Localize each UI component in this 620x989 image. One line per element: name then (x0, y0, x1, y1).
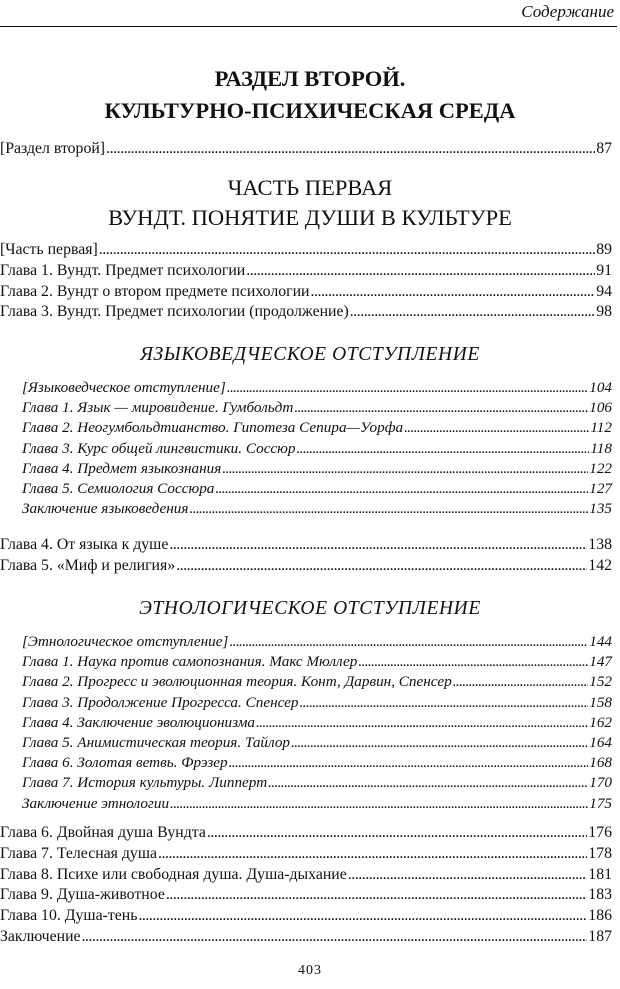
section-title-line1: РАЗДЕЛ ВТОРОЙ. (214, 66, 406, 91)
toc-entry-page: 183 (588, 886, 612, 904)
toc-entry-title: Глава 2. Прогресс и эволюционная теория. Конт, Дарвин, Спенсер (22, 673, 452, 691)
part-title-line1: ЧАСТЬ ПЕРВАЯ (227, 175, 393, 200)
toc-entry (22, 672, 612, 692)
dot-leader (453, 672, 589, 692)
toc-entry (0, 906, 612, 927)
toc-entry-page: 186 (588, 907, 612, 925)
toc-entry (0, 927, 612, 948)
dot-leader (296, 439, 589, 459)
toc-entry (0, 844, 612, 865)
toc-entry-title: Глава 9. Душа-животное (0, 886, 165, 904)
toc-entry (22, 652, 612, 672)
toc-entry-title: Глава 3. Продолжение Прогресса. Спенсер (22, 693, 299, 711)
dot-leader (166, 885, 587, 906)
toc-entry (0, 556, 612, 577)
dot-leader (176, 556, 587, 577)
toc-entry (0, 823, 612, 844)
toc-entry-title: Глава 5. «Миф и религия» (0, 556, 176, 574)
toc-entry (0, 535, 612, 556)
dot-leader (82, 927, 588, 948)
toc-entry-page: 144 (589, 633, 612, 650)
toc-entry-title: Глава 1. Наука против самопознания. Макс Мюллер (22, 653, 358, 671)
toc-entry (22, 439, 612, 459)
dot-leader (358, 652, 588, 672)
toc-entry-page: 170 (589, 774, 612, 792)
toc-entry-page: 181 (588, 865, 612, 883)
toc-entry (22, 753, 612, 773)
dot-leader (158, 844, 587, 865)
section-title-line2: КУЛЬТУРНО-ПСИХИЧЕСКАЯ СРЕДА (104, 98, 516, 123)
part-title-line2: ВУНДТ. ПОНЯТИЕ ДУШИ В КУЛЬТУРЕ (108, 205, 512, 230)
toc-entry-page: 94 (596, 282, 612, 300)
toc-entry-page: 187 (588, 927, 612, 945)
toc-entry-page: 127 (589, 479, 612, 497)
toc-entry-title: Глава 1. Язык — мировидение. Гумбольдт (22, 399, 294, 417)
toc-entry-page: 168 (589, 754, 612, 772)
toc-entry (22, 459, 612, 479)
toc-entry-page: 135 (589, 500, 612, 518)
toc-part (0, 240, 612, 323)
toc-entry (22, 499, 612, 519)
toc-entry-page: 122 (589, 459, 612, 477)
dot-leader (246, 261, 595, 282)
toc-entry-page: 104 (589, 379, 612, 396)
toc-entry (22, 398, 612, 418)
toc-entry-title: Глава 2. Вундт о втором предмете психологии (0, 282, 310, 300)
toc-entry-title: [Часть первая] (0, 241, 98, 258)
toc-entry-title: Глава 7. Телесная душа (0, 844, 157, 862)
toc-entry (22, 794, 612, 814)
toc-entry-title: Глава 5. Семиология Соссюра (22, 479, 215, 497)
toc-entry-page: 138 (588, 536, 612, 553)
toc-entry-title: Глава 3. Курс общей лингвистики. Соссюр (22, 439, 296, 457)
dot-leader (106, 139, 595, 160)
toc-entry-title: Глава 1. Вундт. Предмет психологии (0, 261, 246, 279)
toc-entry-page: 152 (589, 673, 612, 691)
toc-entry-title: Глава 4. От языка к душе (0, 536, 169, 553)
toc-entry (22, 632, 612, 652)
dot-leader (294, 398, 588, 418)
toc-entry-page: 176 (588, 824, 612, 841)
toc-entry-title: Глава 4. Предмет языкознания (22, 459, 222, 477)
toc-entry-title: Глава 7. История культуры. Липперт (22, 774, 268, 792)
dot-leader (291, 733, 588, 753)
dot-leader (138, 906, 587, 927)
toc-entry (22, 418, 612, 438)
dot-leader (215, 479, 588, 499)
toc-entry (0, 240, 612, 261)
dot-leader (170, 794, 588, 814)
toc-entry-title: Глава 4. Заключение эволюционизма (22, 713, 255, 731)
toc-entry-page: 118 (590, 439, 612, 457)
toc-entry-page: 158 (589, 693, 612, 711)
dot-leader (189, 499, 588, 519)
dot-leader (207, 823, 587, 844)
dot-leader (299, 693, 588, 713)
toc-digression1 (22, 378, 612, 519)
toc-entry-page: 91 (596, 261, 612, 279)
toc-entry (0, 139, 612, 160)
dot-leader (268, 773, 588, 793)
toc-entry (22, 479, 612, 499)
toc-entry-title: Глава 10. Душа-тень (0, 907, 138, 925)
toc-entry-page: 175 (589, 794, 612, 812)
dot-leader (404, 418, 589, 438)
toc-entry (0, 885, 612, 906)
toc-entry-page: 87 (596, 140, 612, 157)
dot-leader (348, 865, 588, 886)
toc-entry-page: 162 (589, 713, 612, 731)
toc-entry-page: 106 (589, 399, 612, 417)
toc-entry-page: 178 (588, 844, 612, 862)
toc-entry-title: [Этнологическое отступление] (22, 633, 229, 650)
digression2-title: ЭТНОЛОГИЧЕСКОЕ ОТСТУПЛЕНИЕ (139, 598, 481, 619)
toc-entry-page: 112 (590, 419, 612, 437)
toc-digression2 (22, 632, 612, 814)
toc-entry-title: Глава 5. Анимистическая теория. Тайлор (22, 733, 291, 751)
toc-entry-title: Глава 6. Двойная душа Вундта (0, 824, 206, 841)
toc-entry-title: Заключение (0, 927, 81, 945)
toc-entry-title: Глава 2. Неогумбольдтианство. Гипотеза Сепира—Уорфа (22, 419, 404, 437)
toc-entry-title: [Языковедческое отступление] (22, 379, 226, 396)
toc-entry-page: 164 (589, 733, 612, 751)
toc-entry-title: Глава 8. Психе или свободная душа. Душа-дыхание (0, 865, 347, 883)
dot-leader (311, 282, 596, 303)
toc-entry (22, 733, 612, 753)
dot-leader (350, 302, 595, 323)
digression1-title: ЯЗЫКОВЕДЧЕСКОЕ ОТСТУПЛЕНИЕ (140, 344, 480, 365)
toc-entry (0, 302, 612, 323)
toc-entry (22, 773, 612, 793)
running-head: Содержание (521, 2, 614, 21)
toc-entry-title: Глава 6. Золотая ветвь. Фрэзер (22, 754, 228, 772)
toc-entry-title: [Раздел второй] (0, 140, 106, 157)
toc-entry-page: 98 (596, 303, 612, 321)
dot-leader (229, 753, 589, 773)
toc-entry (22, 713, 612, 733)
dot-leader (229, 632, 588, 652)
toc-middle (0, 535, 612, 577)
dot-leader (99, 240, 595, 261)
toc-entry (22, 693, 612, 713)
toc-final (0, 823, 612, 948)
toc-entry (0, 865, 612, 886)
toc-entry-title: Глава 3. Вундт. Предмет психологии (продолжение) (0, 303, 349, 321)
toc-entry (0, 261, 612, 282)
toc-entry-page: 147 (589, 653, 612, 671)
toc-entry-page: 89 (596, 241, 612, 258)
toc-section (0, 139, 612, 160)
toc-entry (22, 378, 612, 398)
header-rule (0, 26, 617, 27)
dot-leader (222, 459, 588, 479)
dot-leader (169, 535, 587, 556)
dot-leader (227, 378, 588, 398)
dot-leader (256, 713, 588, 733)
toc-entry-title: Заключение языковедения (22, 500, 189, 518)
page-number: 403 (298, 963, 322, 978)
toc-entry-page: 142 (588, 556, 612, 574)
toc-entry-title: Заключение этнологии (22, 794, 170, 812)
toc-entry (0, 282, 612, 303)
